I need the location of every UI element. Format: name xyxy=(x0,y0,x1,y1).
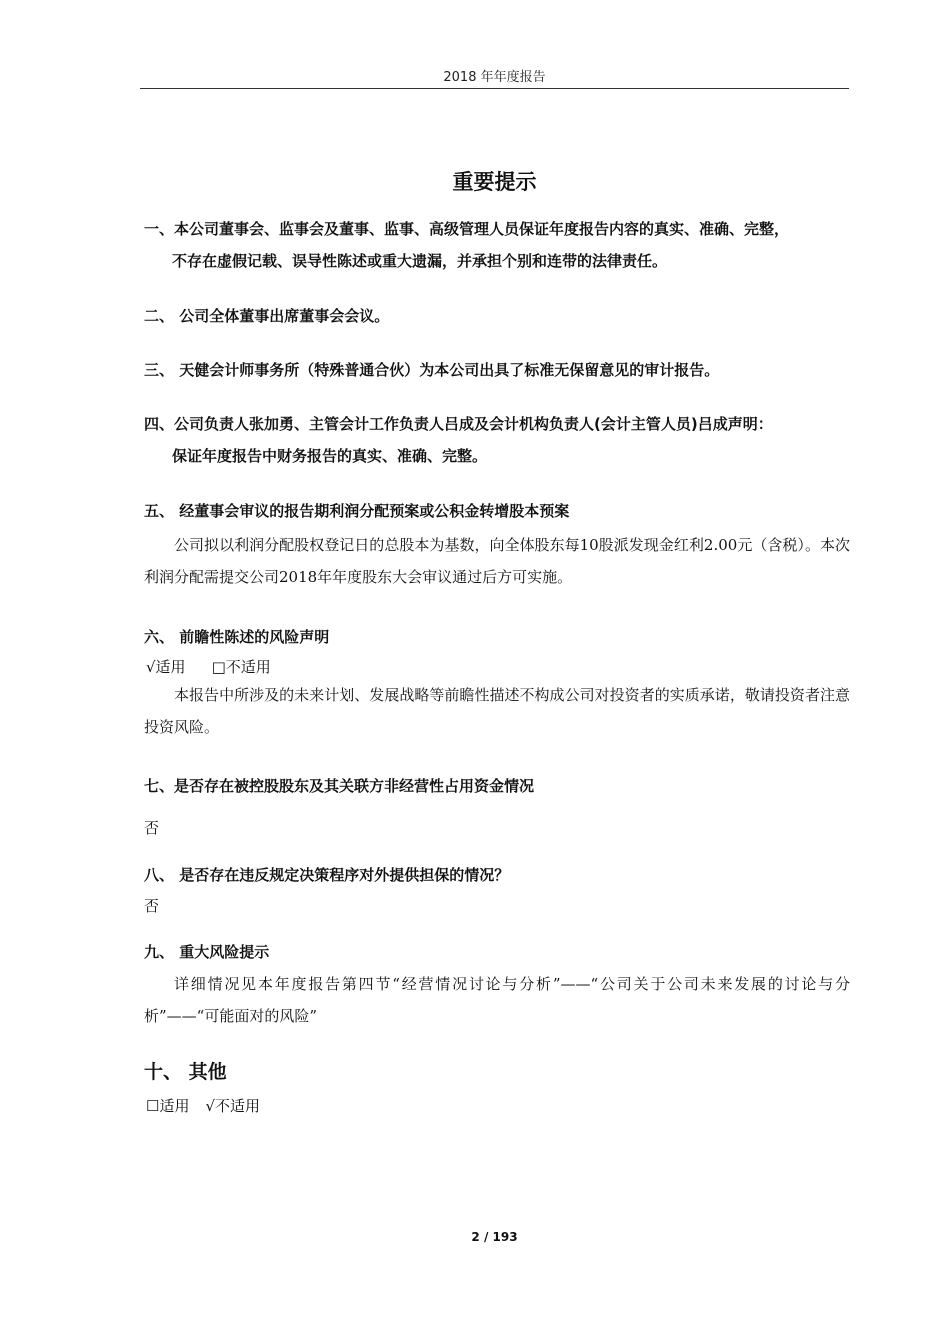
section-8-heading: 八、 是否存在违反规定决策程序对外提供担保的情况？ xyxy=(144,866,510,884)
section-5-heading: 五、 经董事会审议的报告期利润分配预案或公积金转增股本预案 xyxy=(144,502,570,520)
not-applicable-checked: √不适用 xyxy=(205,1097,261,1115)
section-6-body: 本报告中所涉及的未来计划、发展战略等前瞻性描述不构成公司对投资者的实质承诺，敬请投资者注意投资风险。 xyxy=(144,686,850,736)
header-rule xyxy=(140,88,849,89)
section-1-line-1: 一、本公司董事会、监事会及董事、监事、高级管理人员保证年度报告内容的真实、准确、完整， xyxy=(144,220,790,238)
page-number: 2 / 193 xyxy=(471,1230,518,1244)
applicable-checked: √适用 xyxy=(146,658,186,676)
section-3 xyxy=(144,354,850,386)
section-9-body: 详细情况见本年度报告第四节“经营情况讨论与分析”——“公司关于公司未来发展的讨论与分析”——“可能面对的风险” xyxy=(144,975,850,1025)
section-9 xyxy=(144,936,850,1032)
section-6 xyxy=(144,621,850,743)
section-6-applicability xyxy=(144,655,850,679)
section-9-heading: 九、 重大风险提示 xyxy=(144,943,270,961)
not-applicable-unchecked: □不适用 xyxy=(211,658,271,676)
page-header: 2018 年年度报告 xyxy=(443,70,546,85)
section-1 xyxy=(144,213,850,277)
section-4-line-1: 四、公司负责人张加勇、主管会计工作负责人吕成及会计机构负责人(会计主管人员)吕成声明： xyxy=(144,415,773,433)
applicable-unchecked: ☐适用 xyxy=(146,1097,190,1115)
section-4-line-2: 保证年度报告中财务报告的真实、准确、完整。 xyxy=(172,447,488,465)
section-5-body: 公司拟以利润分配股权登记日的总股本为基数，向全体股东每10股派发现金红利2.00元（含税）。本次利润分配需提交公司2018年年度股东大会审议通过后方可实施。 xyxy=(144,536,850,586)
section-3-text: 三、 天健会计师事务所（特殊普通合伙）为本公司出具了标准无保留意见的审计报告。 xyxy=(144,361,720,379)
section-7-heading: 七、是否存在被控股股东及其关联方非经营性占用资金情况 xyxy=(144,777,535,795)
document-title: 重要提示 xyxy=(452,170,537,194)
section-1-line-2: 不存在虚假记载、误导性陈述或重大遗漏，并承担个别和连带的法律责任。 xyxy=(172,252,668,270)
section-10-applicability xyxy=(144,1094,850,1118)
section-10-heading: 十、 其他 xyxy=(144,1061,227,1083)
section-10 xyxy=(144,1058,850,1118)
section-7 xyxy=(144,770,850,844)
section-2-text: 二、 公司全体董事出席董事会会议。 xyxy=(144,307,390,325)
section-8-answer: 否 xyxy=(144,897,160,915)
section-5 xyxy=(144,495,850,593)
section-8 xyxy=(144,859,850,921)
section-2 xyxy=(144,300,850,332)
section-7-answer: 否 xyxy=(144,819,160,837)
section-4 xyxy=(144,408,850,472)
section-6-heading: 六、 前瞻性陈述的风险声明 xyxy=(144,628,330,646)
